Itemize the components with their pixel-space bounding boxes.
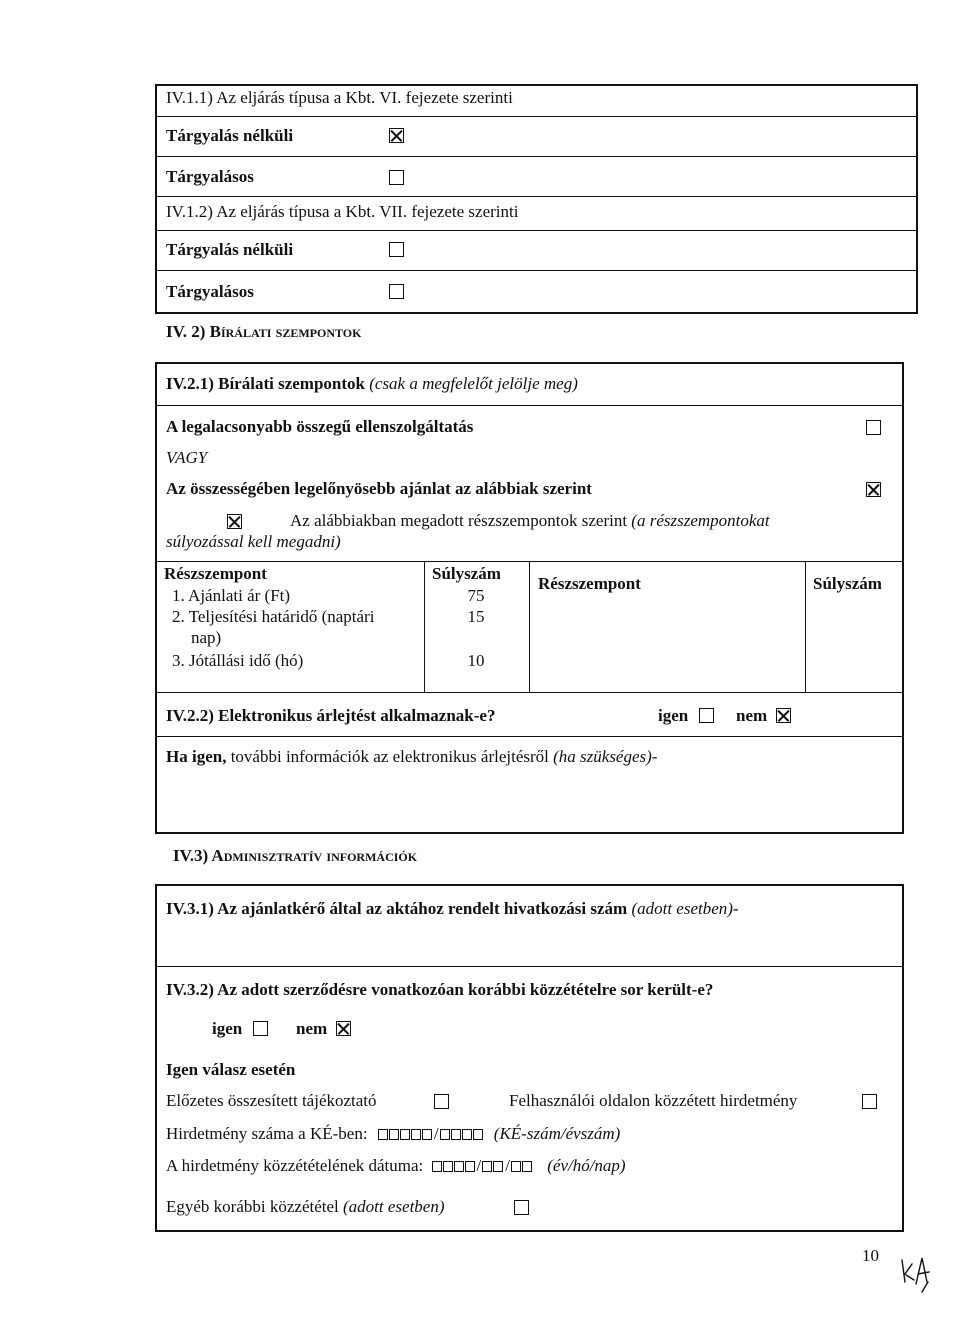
sub-criteria-hint: (a részszempontokat	[631, 511, 770, 530]
prior-no-checkbox[interactable]	[336, 1021, 351, 1036]
kbt7-option-negotiated: Tárgyalásos	[166, 282, 254, 301]
table-column-divider	[529, 561, 530, 692]
sub-criteria-text: Az alábbiakban megadott részszempontok szerint	[290, 511, 628, 530]
table-row-2-label: 2. Teljesítési határidő (naptári	[172, 607, 375, 626]
kbt7-option-1-checkbox[interactable]	[389, 242, 404, 257]
criteria-title	[166, 374, 578, 394]
prior-yes-label: igen	[212, 1019, 243, 1038]
kbt6-title: IV.1.1) Az eljárás típusa a Kbt. VI. fejezete szerinti	[166, 88, 513, 107]
table-header-criterion: Részszempont	[164, 564, 267, 583]
divider	[155, 116, 918, 117]
sub-criteria-line-2: súlyozással kell megadni)	[166, 532, 341, 551]
criteria-title-hint: (csak a megfelelőt jelölje meg)	[369, 374, 578, 393]
notice-number-line	[166, 1124, 620, 1144]
notice-number-format: (KÉ-szám/évszám)	[493, 1124, 621, 1143]
reference-number-label: IV.3.1) Az ajánlatkérő által az aktához rendelt hivatkozási szám	[166, 899, 628, 918]
kbt7-option-negotiated-without: Tárgyalás nélküli	[166, 240, 294, 259]
procedure-type-box	[155, 84, 918, 314]
handwritten-initials-signature	[896, 1252, 936, 1298]
kbt6-option-negotiated-without: Tárgyalás nélküli	[166, 126, 294, 145]
table-row-1-label: 1. Ajánlati ár (Ft)	[172, 586, 291, 605]
prior-yes-checkbox[interactable]	[253, 1021, 268, 1036]
table-header-criterion-2: Részszempont	[538, 574, 641, 593]
prior-publication-question: IV.3.2) Az adott szerződésre vonatkozóan korábbi közzétételre sor került-e?	[166, 980, 714, 999]
notice-date-format: (év/hó/nap)	[547, 1156, 626, 1175]
admin-info-box	[155, 884, 904, 1232]
auction-no-label: nem	[736, 706, 768, 725]
divider	[155, 156, 918, 157]
auction-info-text: további információk az elektronikus árlejtésről	[230, 747, 549, 766]
buyer-profile-checkbox[interactable]	[862, 1094, 877, 1109]
kbt6-option-negotiated: Tárgyalásos	[166, 167, 254, 186]
table-header-weight: Súlyszám	[432, 564, 501, 583]
if-yes-label: Igen válasz esetén	[166, 1060, 296, 1079]
other-prior-label: Egyéb korábbi közzététel	[166, 1197, 339, 1216]
table-row-3-weight: 10	[467, 651, 485, 670]
divider	[155, 736, 904, 737]
divider	[155, 196, 918, 197]
criteria-title-label: IV.2.1) Bírálati szempontok	[166, 374, 365, 393]
auction-yes-label: igen	[658, 706, 689, 725]
table-row-2-label-cont: nap)	[191, 628, 222, 647]
kbt6-option-1-checkbox[interactable]	[389, 128, 404, 143]
reference-number-line	[166, 899, 739, 919]
notice-number-label: Hirdetmény száma a KÉ-ben:	[166, 1124, 368, 1143]
lowest-price-checkbox[interactable]	[866, 420, 881, 435]
notice-number-boxes[interactable]: /	[378, 1124, 484, 1143]
best-value-checkbox[interactable]	[866, 482, 881, 497]
auction-info-line	[166, 747, 657, 767]
kbt7-option-2-checkbox[interactable]	[389, 284, 404, 299]
reference-number-hint: (adott esetben)-	[631, 899, 739, 918]
auction-question: IV.2.2) Elektronikus árlejtést alkalmaznak-e?	[166, 706, 496, 725]
table-column-divider	[424, 561, 425, 692]
kbt7-title: IV.1.2) Az eljárás típusa a Kbt. VII. fejezete szerinti	[166, 202, 519, 221]
divider	[155, 966, 904, 967]
table-row-3-label: 3. Jótállási idő (hó)	[172, 651, 304, 670]
divider	[155, 405, 904, 406]
auction-no-checkbox[interactable]	[776, 708, 791, 723]
divider	[155, 270, 918, 271]
table-row-2-weight: 15	[467, 607, 485, 626]
divider	[155, 230, 918, 231]
best-value-label: Az összességében legelőnyösebb ajánlat az alábbiak szerint	[166, 479, 592, 498]
sub-criteria-line-1	[290, 511, 770, 531]
prior-no-label: nem	[296, 1019, 328, 1038]
lowest-price-label: A legalacsonyabb összegű ellenszolgáltatás	[166, 417, 474, 436]
sub-criteria-checkbox[interactable]	[227, 514, 242, 529]
notice-date-label: A hirdetmény közzétételének dátuma:	[166, 1156, 424, 1175]
kbt6-option-2-checkbox[interactable]	[389, 170, 404, 185]
page-number: 10	[862, 1246, 879, 1265]
table-column-divider	[805, 561, 806, 692]
table-row-1-weight: 75	[467, 586, 485, 605]
section-heading-award-criteria: IV. 2) Bírálati szempontok	[166, 322, 362, 341]
table-header-weight-2: Súlyszám	[813, 574, 882, 593]
other-prior-checkbox[interactable]	[514, 1200, 529, 1215]
notice-date-boxes[interactable]: / /	[432, 1156, 533, 1175]
other-prior-hint: (adott esetben)	[343, 1197, 445, 1216]
divider	[155, 692, 904, 693]
prior-notice-checkbox[interactable]	[434, 1094, 449, 1109]
auction-yes-checkbox[interactable]	[699, 708, 714, 723]
auction-info-hint: (ha szükséges)-	[553, 747, 658, 766]
section-heading-admin-info: IV.3) Adminisztratív információk	[173, 846, 418, 865]
auction-info-label: Ha igen,	[166, 747, 227, 766]
buyer-profile-label: Felhasználói oldalon közzétett hirdetmény	[509, 1091, 798, 1110]
or-label: VAGY	[166, 448, 208, 467]
notice-date-line	[166, 1156, 626, 1176]
prior-notice-label: Előzetes összesített tájékoztató	[166, 1091, 377, 1110]
other-prior-line	[166, 1197, 445, 1217]
